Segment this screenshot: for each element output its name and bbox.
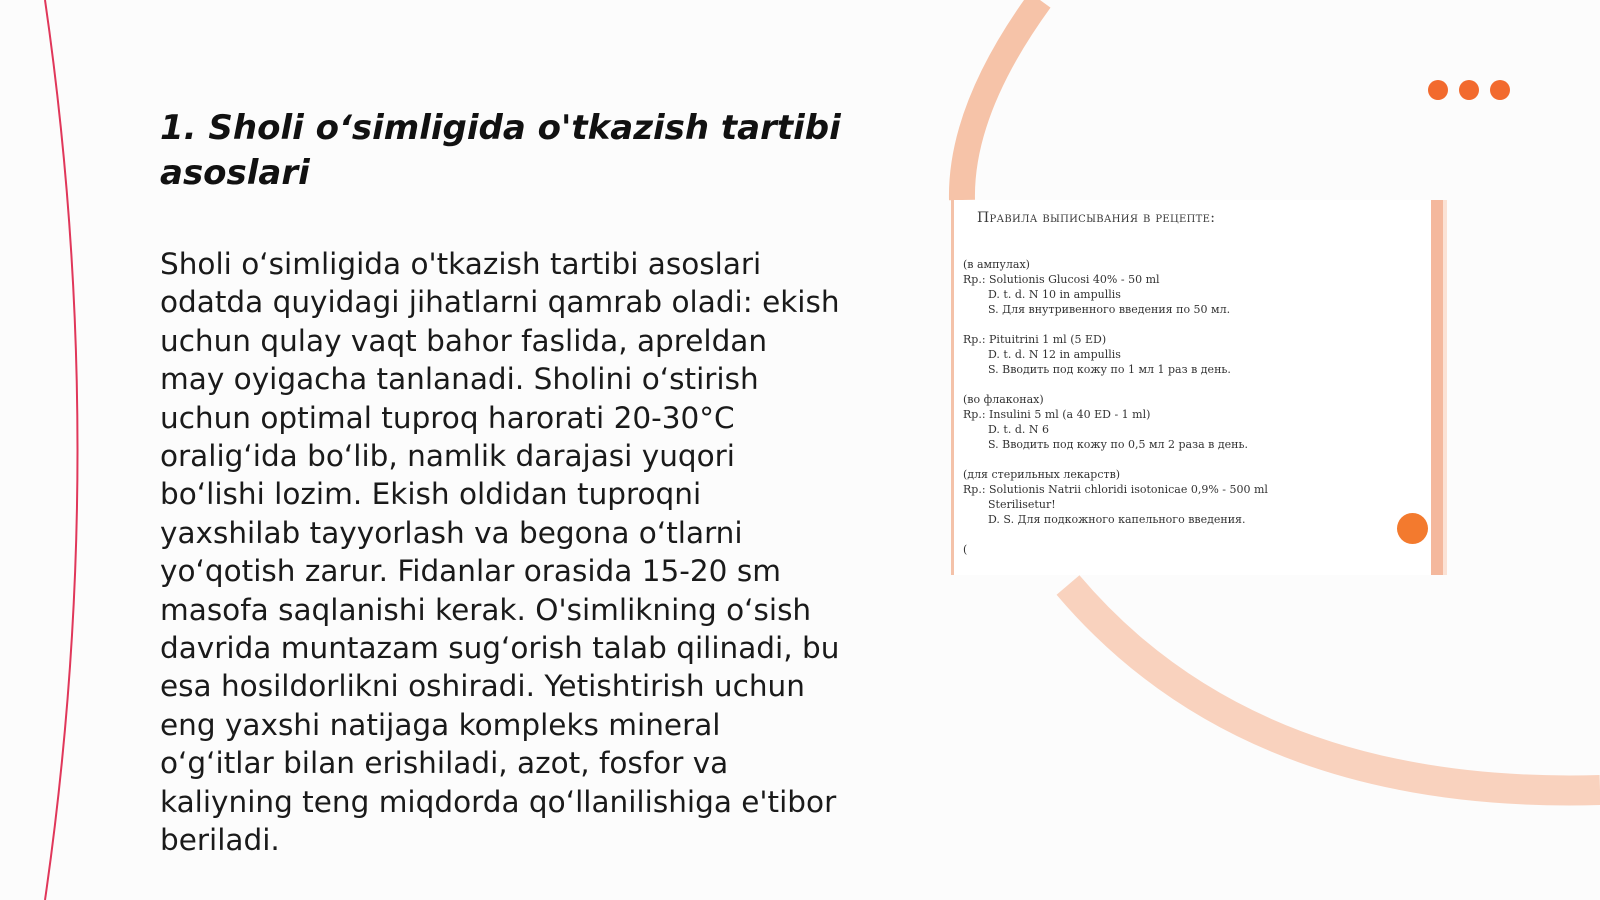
peach-arc-bottom [1068, 585, 1600, 790]
orange-dot-icon [1397, 513, 1428, 544]
peach-arc-top [962, 0, 1040, 200]
left-curve-line [45, 0, 78, 900]
prescription-line: S. Вводить под кожу по 1 мл 1 раз в день. [988, 363, 1231, 376]
prescription-line: S. Для внутривенного введения по 50 мл. [988, 303, 1231, 316]
prescription-line: S. Вводить под кожу по 0,5 мл 2 раза в день. [988, 438, 1248, 451]
dot-icon [1459, 80, 1479, 100]
prescription-line [963, 377, 1413, 392]
image-left-edge [951, 200, 954, 575]
prescription-line [963, 527, 1413, 542]
dot-icon [1490, 80, 1510, 100]
prescription-line: D. t. d. N 10 in ampullis [988, 288, 1121, 301]
prescription-line: ( [963, 543, 968, 556]
prescription-line: (во флаконах) [963, 393, 1044, 406]
prescription-line: (для стерильных лекарств) [963, 468, 1121, 481]
prescription-line: Rp.: Solutionis Natrii chloridi isotonicae 0,9% - 500 ml [963, 483, 1268, 496]
prescription-line: Sterilisetur! [988, 498, 1056, 511]
prescription-line: Rp.: Pituitrini 1 ml (5 ED) [963, 333, 1107, 346]
prescription-line: D. t. d. N 12 in ampullis [988, 348, 1121, 361]
prescription-lines [963, 257, 1413, 557]
prescription-line: D. t. d. N 6 [988, 423, 1049, 436]
prescription-line: Rp.: Insulini 5 ml (a 40 ED - 1 ml) [963, 408, 1151, 421]
prescription-line [963, 452, 1413, 467]
prescription-image [953, 200, 1433, 575]
slide-title: 1. Sholi o‘simligida o'tkazish tartibi asoslari [160, 108, 841, 193]
image-side-bar-shadow [1443, 200, 1447, 575]
slide-body-text: Sholi o‘simligida o'tkazish tartibi asoslari odatda quyidagi jihatlarni qamrab oladi: ekish uchun qulay vaqt bahor faslida, apreldan may oyigacha tanlanadi. Sholini o‘stirish uchun optimal tuproq harorati 20-30°C oralig‘ida bo‘lib, namlik darajasi yuqori bo‘lishi lozim. Ekish oldidan tuproqni yaxshilab tayyorlash va begona o‘tlarni yo‘qotish zarur. Fidanlar orasida 15-20 sm masofa saqlanishi kerak. O'simlikning o‘sish davrida muntazam sug‘orish talab qilinadi, bu esa hosildorlikni oshiradi. Yetishtirish uchun eng yaxshi natijaga kompleks mineral o‘g‘itlar bilan erishiladi, azot, fosfor va kaliyning teng miqdorda qo‘llanilishiga e'tibor beriladi. [160, 247, 840, 858]
prescription-line: (в ампулах) [963, 258, 1030, 271]
prescription-heading: Правила выписывания в рецепте: [977, 210, 1216, 226]
prescription-line [963, 317, 1413, 332]
decorative-dots [1428, 80, 1510, 100]
dot-icon [1428, 80, 1448, 100]
prescription-line: D. S. Для подкожного капельного введения. [988, 513, 1246, 526]
prescription-line: Rp.: Solutionis Glucosi 40% - 50 ml [963, 273, 1160, 286]
